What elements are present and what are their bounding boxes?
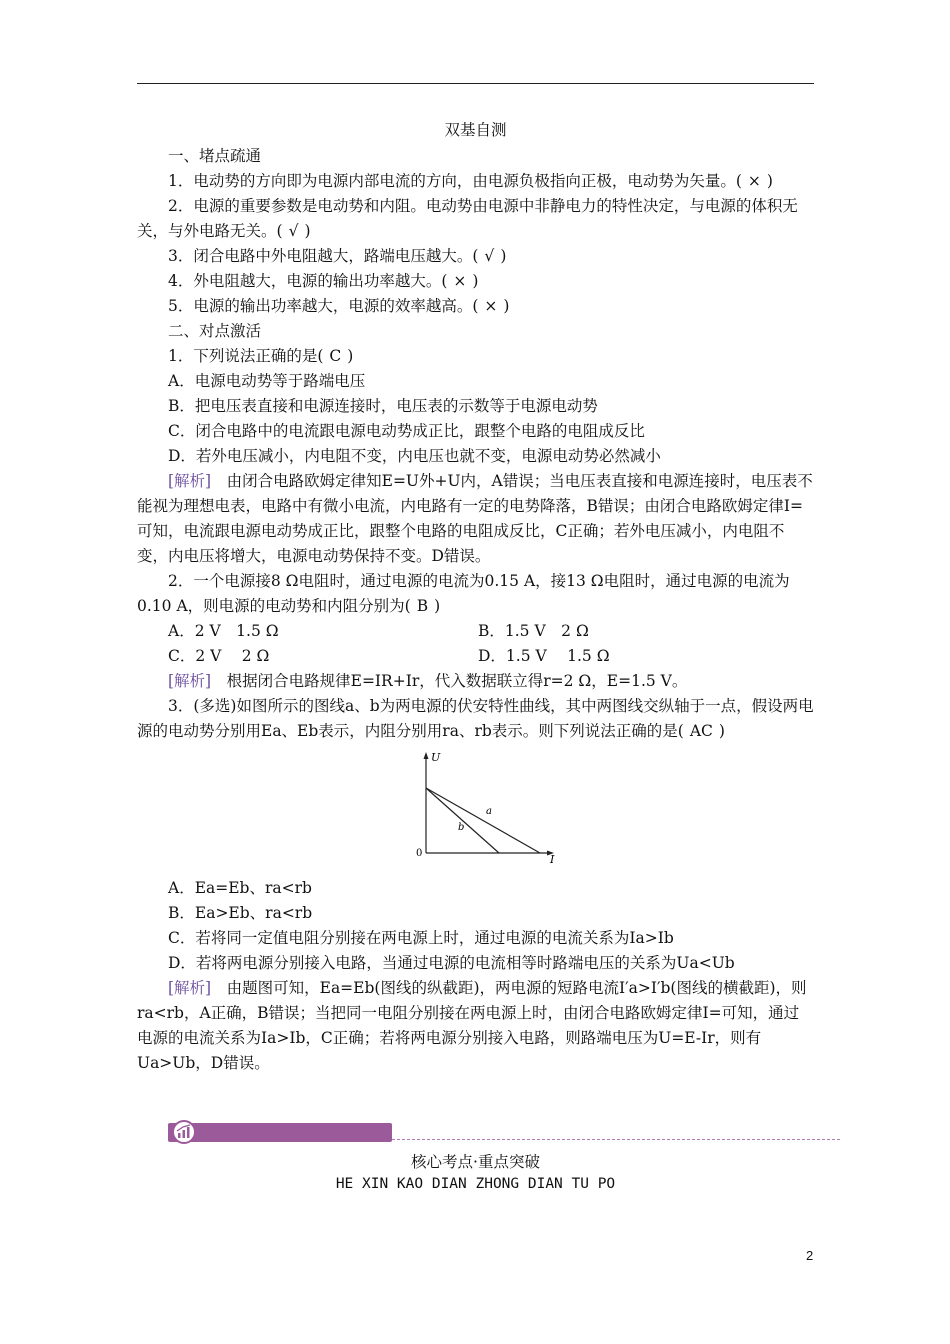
answer: B bbox=[416, 597, 429, 615]
question-3-option-c: C．若将同一定值电阻分别接在两电源上时，通过电源的电流关系为Ia>Ib bbox=[168, 929, 674, 947]
answer: √ bbox=[484, 247, 495, 265]
judge-item-5: 5．电源的输出功率越大，电源的效率越高。( × ) bbox=[168, 297, 510, 315]
analysis-tag: [解析] bbox=[168, 979, 212, 997]
question-3-stem: 3．(多选)如图所示的图线a、b为两电源的伏安特性曲线，其中两图线交纵轴于一点，假设两电源的电动势分别用Ea、Eb表示，内阻分别用ra、rb表示。则下列说法正确的是( AC ) bbox=[137, 697, 814, 740]
question-2-option-d: D．1.5 V 1.5 Ω bbox=[478, 647, 610, 665]
ui-graph-figure bbox=[137, 748, 814, 870]
section-banner bbox=[168, 1120, 840, 1146]
chart-icon bbox=[172, 1120, 196, 1144]
section-title-pinyin: HE XIN KAO DIAN ZHONG DIAN TU PO bbox=[335, 1176, 616, 1192]
header-rule bbox=[137, 83, 814, 84]
question-2-options-row-2 bbox=[137, 644, 814, 669]
answer: C bbox=[329, 347, 342, 365]
question-3-analysis: [解析] 由题图可知，Ea=Eb(图线的纵截距)，两电源的短路电流I′a>I′b(图线的横截距)，则ra<rb，A正确，B错误；当把同一电阻分别接在两电源上时，由闭合电路欧姆定律I=可知，通过电源的电流关系为Ia>Ib，C正确；若将两电源分别接入电路，则路端电压为U=E-Ir，则有Ua>Ub，D错误。 bbox=[137, 979, 807, 1072]
answer: AC bbox=[689, 722, 713, 740]
question-2-option-c: C．2 V 2 Ω bbox=[168, 647, 270, 665]
line-a-label: a bbox=[486, 806, 492, 817]
part2-title: 二、对点激活 bbox=[168, 322, 262, 340]
question-1-option-d: D．若外电压减小，内电阻不变，内电压也就不变，电源电动势必然减小 bbox=[168, 447, 661, 465]
analysis-tag: [解析] bbox=[168, 472, 212, 490]
section-title: 核心考点·重点突破 bbox=[411, 1153, 540, 1171]
y-axis-arrow bbox=[424, 752, 429, 759]
question-2-option-b: B．1.5 V 2 Ω bbox=[478, 622, 589, 640]
banner-dashed-line bbox=[392, 1139, 840, 1140]
judge-item-2: 2．电源的重要参数是电动势和内阻。电动势由电源中非静电力的特性决定，与电源的体积无关，与外电路无关。( √ ) bbox=[137, 197, 798, 240]
answer: √ bbox=[288, 222, 299, 240]
judge-item-1: 1．电动势的方向即为电源内部电流的方向，由电源负极指向正极，电动势为矢量。( × ) bbox=[168, 172, 773, 190]
question-2-option-a: A．2 V 1.5 Ω bbox=[168, 622, 279, 640]
banner-bar bbox=[168, 1123, 392, 1142]
question-2-options-row-1 bbox=[137, 619, 814, 644]
x-axis-label: I bbox=[550, 853, 555, 866]
question-2-analysis: [解析] 根据闭合电路规律E=IR+Ir，代入数据联立得r=2 Ω，E=1.5 V。 bbox=[168, 672, 688, 690]
question-1-option-c: C．闭合电路中的电流跟电源电动势成正比，跟整个电路的电阻成反比 bbox=[168, 422, 645, 440]
part1-title: 一、堵点疏通 bbox=[168, 147, 262, 165]
question-1-analysis: [解析] 由闭合电路欧姆定律知E=U外+U内，A错误；当电压表直接和电源连接时，电压表不能视为理想电表，电路中有微小电流，内电路有一定的电势降落，B错误；由闭合电路欧姆定律I=可知，电流跟电源电动势成正比，跟整个电路的电阻成反比，C正确；若外电压减小，内电阻不变，内电压将增大，电源电动势保持不变。D错误。 bbox=[137, 472, 813, 565]
question-1-option-a: A．电源电动势等于路端电压 bbox=[168, 372, 366, 390]
page-heading: 双基自测 bbox=[444, 121, 507, 139]
line-b-label: b bbox=[458, 822, 465, 833]
line-a bbox=[426, 788, 540, 853]
analysis-tag: [解析] bbox=[168, 672, 212, 690]
question-3-option-a: A．Ea=Eb、ra<rb bbox=[168, 879, 312, 897]
page-number: 2 bbox=[806, 1248, 814, 1263]
question-2-stem: 2．一个电源接8 Ω电阻时，通过电源的电流为0.15 A，接13 Ω电阻时，通过电源的电流为0.10 A，则电源的电动势和内阻分别为( B ) bbox=[137, 572, 790, 615]
question-1-option-b: B．把电压表直接和电源连接时，电压表的示数等于电源电动势 bbox=[168, 397, 598, 415]
document-body bbox=[137, 118, 814, 1076]
question-3-option-b: B．Ea>Eb、ra<rb bbox=[168, 904, 313, 922]
ui-graph-svg bbox=[414, 748, 564, 868]
answer: × bbox=[747, 172, 761, 190]
line-b bbox=[426, 788, 499, 853]
answer: × bbox=[453, 272, 467, 290]
question-1-stem: 1．下列说法正确的是( C ) bbox=[168, 347, 354, 365]
judge-item-3: 3．闭合电路中外电阻越大，路端电压越大。( √ ) bbox=[168, 247, 507, 265]
origin-label: 0 bbox=[416, 848, 423, 859]
question-3-option-d: D．若将两电源分别接入电路，当通过电源的电流相等时路端电压的关系为Ua<Ub bbox=[168, 954, 735, 972]
answer: × bbox=[484, 297, 498, 315]
y-axis-label: U bbox=[431, 751, 441, 764]
judge-item-4: 4．外电阻越大，电源的输出功率越大。( × ) bbox=[168, 272, 479, 290]
